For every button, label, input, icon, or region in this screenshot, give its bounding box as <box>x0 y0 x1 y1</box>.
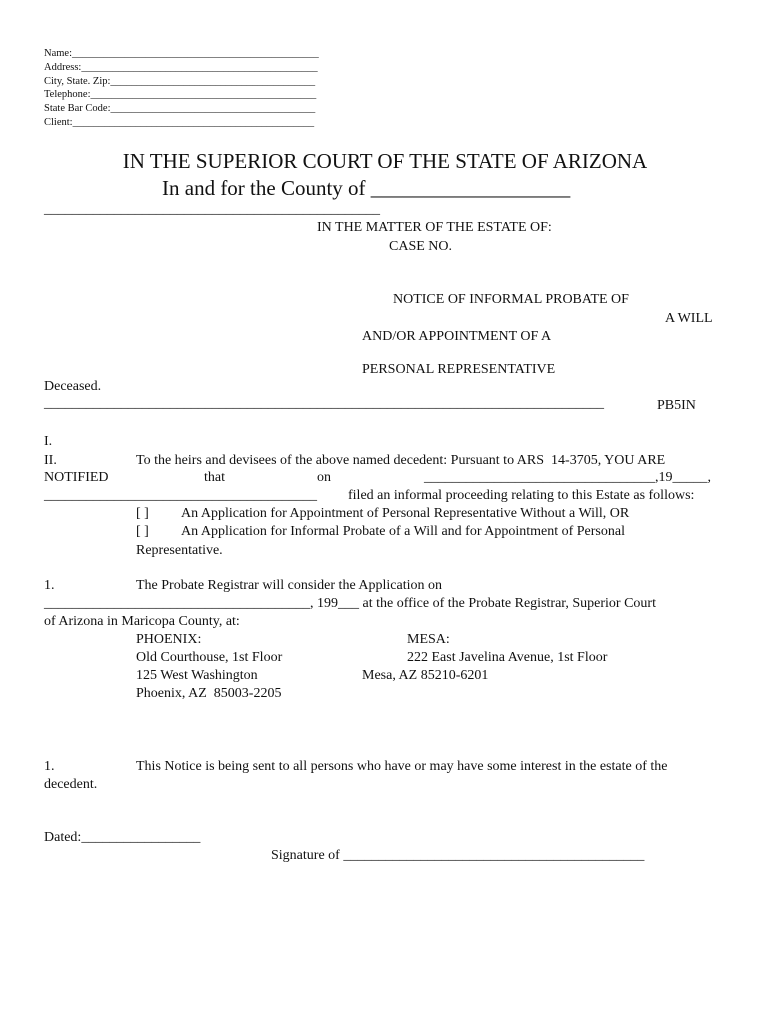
telephone-line: Telephone:___________________________________________ <box>44 89 317 100</box>
mesa-address-line1: 222 East Javelina Avenue, 1st Floor <box>407 650 608 665</box>
section-number-ii: II. <box>44 453 57 468</box>
notice-date-blank: _________________________________,19_____, <box>424 470 711 485</box>
client-line: Client:______________________________________________ <box>44 117 315 128</box>
dated-field: Dated:_________________ <box>44 830 201 845</box>
option1-checkbox[interactable]: [ ] <box>136 506 149 521</box>
option2-checkbox[interactable]: [ ] <box>136 524 149 539</box>
notice-paragraph-line2: decedent. <box>44 777 98 792</box>
city-state-zip-line: City, State. Zip:_______________________________________ <box>44 76 316 87</box>
registrar-line1: The Probate Registrar will consider the Application on <box>136 578 442 593</box>
estate-matter-label: IN THE MATTER OF THE ESTATE OF: <box>317 220 552 235</box>
caption-bottom-rule: ________________________________________________________________________________ <box>44 396 604 411</box>
county-line: In and for the County of ___________________ <box>162 176 571 200</box>
signature-line: Signature of ___________________________________________ <box>271 848 645 863</box>
phoenix-address-line2: 125 West Washington <box>136 668 258 683</box>
heirs-paragraph-line1: To the heirs and devisees of the above named decedent: Pursuant to ARS 14-3705, YOU ARE <box>136 453 666 468</box>
registrar-line3: of Arizona in Maricopa County, at: <box>44 614 240 629</box>
filed-proceeding-text: filed an informal proceeding relating to this Estate as follows: <box>348 488 695 503</box>
phoenix-address-line1: Old Courthouse, 1st Floor <box>136 650 283 665</box>
notice-title-line3: AND/OR APPOINTMENT OF A <box>362 329 552 344</box>
section-number-i: I. <box>44 434 53 449</box>
notice-title-line4: PERSONAL REPRESENTATIVE <box>362 362 556 377</box>
deceased-label: Deceased. <box>44 379 102 394</box>
name-line: Name:_______________________________________________ <box>44 48 319 59</box>
phoenix-label: PHOENIX: <box>136 632 202 647</box>
state-bar-code-line: State Bar Code:_______________________________________ <box>44 103 316 114</box>
mesa-address-line2: Mesa, AZ 85210-6201 <box>362 668 489 683</box>
registrar-line2: ______________________________________, 199___ at the office of the Probate Registrar, Superior Court <box>44 596 656 611</box>
that-word: that <box>204 470 225 485</box>
notified-word: NOTIFIED <box>44 470 109 485</box>
case-number-label: CASE NO. <box>389 239 453 254</box>
option2-label: An Application for Informal Probate of a Will and for Appointment of Personal <box>181 524 625 539</box>
registrar-section-number: 1. <box>44 578 55 593</box>
filer-blank: _______________________________________ <box>44 488 317 503</box>
court-title: IN THE SUPERIOR COURT OF THE STATE OF ARIZONA <box>122 149 648 173</box>
option2-label-continued: Representative. <box>136 543 223 558</box>
caption-top-rule: ________________________________________________ <box>44 202 380 217</box>
mesa-label: MESA: <box>407 632 450 647</box>
address-line: Address:_____________________________________________ <box>44 62 318 73</box>
notice-paragraph-line1: This Notice is being sent to all persons who have or may have some interest in the estate of the <box>136 759 668 774</box>
notice-section-number: 1. <box>44 759 55 774</box>
phoenix-address-line3: Phoenix, AZ 85003-2205 <box>136 686 282 701</box>
notice-title-line2: A WILL <box>665 311 713 326</box>
notice-title-line1: NOTICE OF INFORMAL PROBATE OF <box>393 292 629 307</box>
form-code: PB5IN <box>657 398 696 413</box>
on-word: on <box>317 470 331 485</box>
option1-label: An Application for Appointment of Personal Representative Without a Will, OR <box>181 506 630 521</box>
